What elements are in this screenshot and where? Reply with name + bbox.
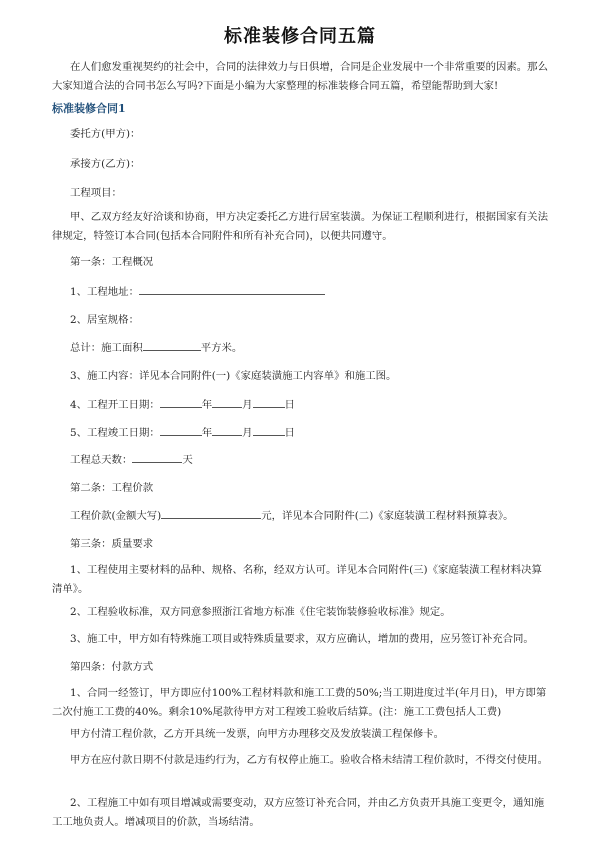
price-line	[70, 507, 570, 526]
end-month-unit: 月	[242, 427, 253, 439]
total-days-label: 工程总天数：	[70, 454, 133, 466]
spec-line: 2、居室规格：	[70, 314, 139, 326]
total-area-label: 总计：施工面积	[70, 342, 143, 354]
quality-2-line: 2、工程验收标准，双方同意参照浙江省地方标准《住宅装饰装修验收标准》规定。	[70, 606, 451, 618]
party-b-line: 承接方(乙方)：	[70, 158, 141, 170]
price-label: 工程价款(金额大写)	[70, 510, 162, 522]
agreement-paragraph: 甲、乙双方经友好洽谈和协商，甲方决定委托乙方进行居室装潢。为保证工程顺利进行，根据国家有关法律规定，特签订本合同(包括本合同附件和所有补充合同)，以便共同遵守。	[52, 211, 548, 242]
section-heading: 标准装修合同1	[52, 102, 126, 115]
article-3-heading: 第三条：质量要求	[70, 538, 154, 550]
quality-1-paragraph: 1、工程使用主要材料的品种、规格、名称，经双方认可。详见本合同附件(三)《家庭装潢工程材料决算清单》。	[52, 564, 542, 595]
area-blank[interactable]	[143, 339, 201, 351]
start-year-blank[interactable]	[160, 396, 202, 408]
end-year-unit: 年	[201, 427, 213, 439]
start-day-unit: 日	[284, 399, 295, 411]
start-date-label: 4、工程开工日期：	[70, 399, 160, 411]
start-month-unit: 月	[242, 399, 253, 411]
start-day-blank[interactable]	[253, 396, 285, 408]
payment-2-paragraph: 2、工程施工中如有项目增减或需要变动，双方应签订补充合同，并由乙方负责开具施工变更令，通知施工工地负责人。增减项目的价款，当场结清。	[52, 797, 545, 828]
total-days-blank[interactable]	[132, 451, 182, 463]
article-4-heading: 第四条：付款方式	[70, 661, 154, 673]
address-label: 1、工程地址：	[70, 286, 139, 298]
address-blank[interactable]	[139, 283, 325, 295]
end-month-blank[interactable]	[212, 424, 242, 436]
document-title: 标准装修合同五篇	[224, 26, 376, 47]
total-area-line	[70, 339, 570, 358]
content-line: 3、施工内容：详见本合同附件(一)《家庭装潢施工内容单》和施工图。	[70, 370, 397, 382]
total-days-unit: 天	[182, 454, 193, 466]
end-day-blank[interactable]	[253, 424, 285, 436]
payment-1-paragraph: 1、合同一经签订，甲方即应付100%工程材料款和施工工费的50%;当工期进度过半(年月日)，甲方即第二次付施工工费的40%。剩余10%尾款待甲方对工程竣工验收后结算。(注：施工工费包括人工费)	[52, 687, 547, 718]
start-year-unit: 年	[201, 399, 213, 411]
address-line	[70, 283, 570, 302]
quality-3-line: 3、施工中，甲方如有特殊施工项目或特殊质量要求，双方应确认，增加的费用，应另签订补充合同。	[70, 633, 534, 645]
payment-late-paragraph: 甲方在应付款日期不付款是违约行为，乙方有权停止施工。验收合格未结清工程价款时，不得交付使用。	[70, 754, 548, 766]
end-date-label: 5、工程竣工日期：	[70, 427, 160, 439]
end-date-line	[70, 424, 570, 443]
start-month-blank[interactable]	[212, 396, 242, 408]
price-tail: 元，详见本合同附件(二)《家庭装潢工程材料预算表》。	[261, 510, 514, 522]
payment-settlement-line: 甲方付清工程价款，乙方开具统一发票，向甲方办理移交及发放装潢工程保修卡。	[70, 728, 445, 740]
start-date-line	[70, 396, 570, 415]
end-year-blank[interactable]	[160, 424, 202, 436]
area-unit: 平方米。	[200, 342, 243, 354]
intro-paragraph: 在人们愈发重视契约的社会中，合同的法律效力与日俱增，合同是企业发展中一个非常重要的因素。那么大家知道合法的合同书怎么写吗?下面是小编为大家整理的标准装修合同五篇，希望能帮助到大家!	[52, 61, 548, 92]
end-day-unit: 日	[284, 427, 295, 439]
total-days-line	[70, 451, 570, 470]
article-2-heading: 第二条：工程价款	[70, 482, 154, 494]
article-1-heading: 第一条：工程概况	[70, 256, 154, 268]
price-blank[interactable]	[161, 507, 261, 519]
project-line: 工程项目：	[70, 187, 122, 199]
party-a-line: 委托方(甲方)：	[70, 128, 141, 140]
